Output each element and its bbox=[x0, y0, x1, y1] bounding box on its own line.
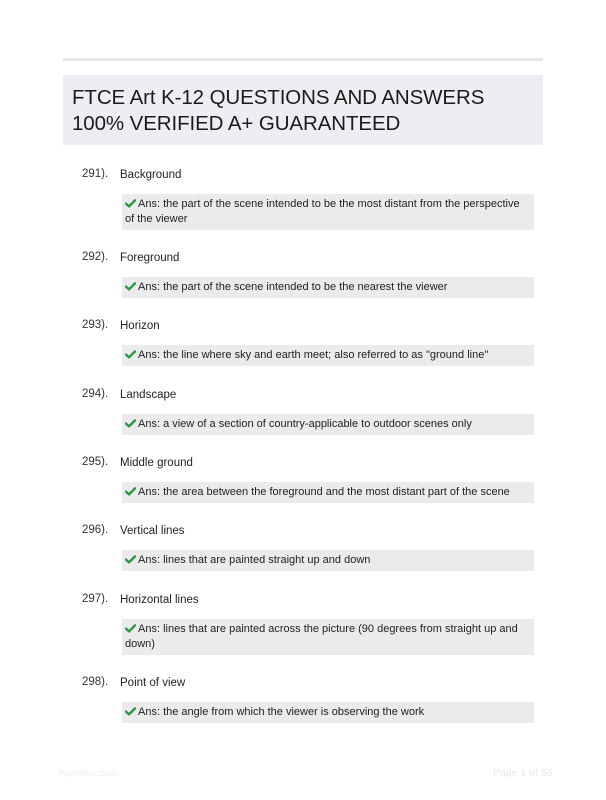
answer-text: Ans: lines that are painted across the picture (90 degrees from straight up and down) bbox=[125, 623, 518, 650]
check-icon bbox=[125, 707, 136, 716]
question-number: 292). bbox=[82, 251, 109, 263]
answer-box bbox=[122, 550, 534, 571]
page-number: Page 1 of 55 bbox=[493, 767, 553, 779]
check-icon bbox=[125, 199, 136, 208]
question-number: 293). bbox=[82, 319, 109, 331]
question-term: Landscape bbox=[120, 389, 177, 401]
answer-text: Ans: the line where sky and earth meet; also referred to as "ground line" bbox=[138, 349, 489, 361]
question-term: Vertical lines bbox=[120, 525, 185, 537]
answer-box bbox=[122, 414, 534, 435]
check-icon bbox=[125, 282, 136, 291]
check-icon bbox=[125, 555, 136, 564]
answer-text: Ans: the part of the scene intended to be the most distant from the perspective of the viewer bbox=[125, 198, 520, 225]
question-number: 297). bbox=[82, 593, 109, 605]
answer-text: Ans: lines that are painted straight up and down bbox=[138, 554, 371, 566]
answer-text: Ans: the part of the scene intended to be the nearest the viewer bbox=[138, 281, 448, 293]
answer-box bbox=[122, 345, 534, 366]
answer-box bbox=[122, 277, 534, 298]
document-header bbox=[63, 75, 543, 145]
check-icon bbox=[125, 419, 136, 428]
question-number: 291). bbox=[82, 168, 109, 180]
check-icon bbox=[125, 624, 136, 633]
answer-box bbox=[122, 194, 534, 230]
answer-text: Ans: a view of a section of country-applicable to outdoor scenes only bbox=[138, 418, 472, 430]
answer-text: Ans: the area between the foreground and the most distant part of the scene bbox=[138, 486, 510, 498]
question-number: 295). bbox=[82, 456, 109, 468]
check-icon bbox=[125, 487, 136, 496]
question-term: Point of view bbox=[120, 677, 186, 689]
document-title: FTCE Art K-12 QUESTIONS AND ANSWERS 100% VERIFIED A+ GUARANTEED bbox=[72, 86, 485, 135]
question-term: Background bbox=[120, 169, 182, 181]
answer-text: Ans: the angle from which the viewer is observing the work bbox=[138, 706, 425, 718]
answer-box bbox=[122, 619, 534, 655]
check-icon bbox=[125, 350, 136, 359]
question-number: 294). bbox=[82, 388, 109, 400]
question-number: 298). bbox=[82, 676, 109, 688]
footer-watermark: Paperlibic.com bbox=[58, 768, 118, 778]
answer-box bbox=[122, 702, 534, 723]
answer-box bbox=[122, 482, 534, 503]
question-term: Horizontal lines bbox=[120, 594, 199, 606]
top-divider bbox=[63, 58, 543, 61]
question-term: Foreground bbox=[120, 252, 180, 264]
question-term: Horizon bbox=[120, 320, 160, 332]
question-term: Middle ground bbox=[120, 457, 193, 469]
question-number: 296). bbox=[82, 524, 109, 536]
